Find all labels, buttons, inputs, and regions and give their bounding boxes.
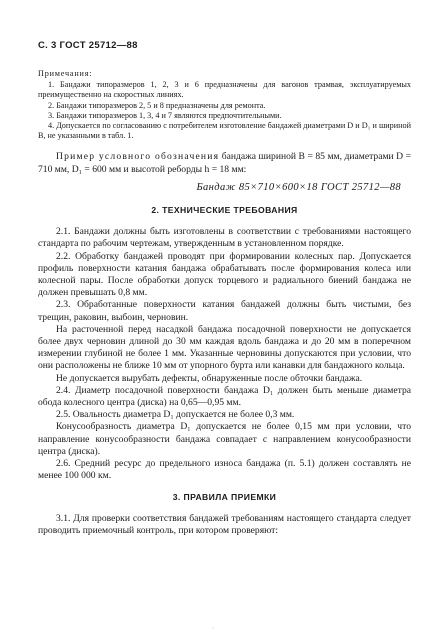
note-item: 4. Допускается по согласованию с потребителем изготовление бандажей диаметрами D и D₁ и шириной B, не указанными в табл. 1. — [38, 121, 411, 141]
note-item: 3. Бандажи типоразмеров 1, 3, 4 и 7 являются предпочтительными. — [48, 110, 282, 120]
example-paragraph — [38, 151, 411, 175]
section-2-paragraph: 2.6. Средний ресурс до предельного износа бандажа (п. 5.1) должен составлять не менее 100 000 км. — [38, 458, 411, 482]
page-mark: · — [212, 626, 214, 632]
section-2-paragraph: На расточенной перед насадкой бандажа посадочной поверхности не допускается более двух черновин длиной до 30 мм каждая вдоль бандажа и до 20 мм в поперечном измерении глубиной не более 1 мм. Указанные черновины допускаются при условии, что они расположены не ближе 10 мм от упорного бурта или канавки для бандажного кольца. — [38, 323, 411, 372]
document-body — [38, 151, 411, 537]
section-2-paragraph: 2.3. Обработанные поверхности катания бандажей должны быть чистыми, без трещин, раковин, выбоин, черновин. — [38, 299, 411, 323]
section-2-paragraph: 2.5. Овальность диаметра D₁ допускается не более 0,3 мм. — [56, 409, 295, 421]
section-2-title: 2. ТЕХНИЧЕСКИЕ ТРЕБОВАНИЯ — [151, 205, 298, 216]
section-2-paragraph: 2.2. Обработку бандажей проводят при формировании колесных пар. Допускается профиль поверхности катания бандажа обрабатывать после формирования колеса или колесной пары. После обработки допуск торцевого и радиального биений бандажа не должен превышать 0,8 мм. — [38, 250, 411, 299]
example-formula: Бандаж 85×710×600×18 ГОСТ 25712—88 — [196, 181, 401, 193]
note-item: 1. Бандажи типоразмеров 1, 2, 3 и 6 предназначены для вагонов трамвая, эксплуатируемых преимущественно на скоростных линиях. — [38, 80, 411, 100]
note-item: 2. Бандажи типоразмеров 2, 5 и 8 предназначены для ремонта. — [48, 100, 266, 110]
section-2-paragraph: 2.4. Диаметр посадочной поверхности бандажа D₁ должен быть меньше диаметра обода колесного центра (диска) на 0,65—0,95 мм. — [38, 384, 411, 409]
example-text: бандажа шириной B = 85 мм, диаметрами D = 710 мм, D₁ = 600 мм и высотой реборды h = 18 мм: — [38, 151, 411, 175]
page-header: С. 3 ГОСТ 25712—88 — [38, 40, 138, 51]
section-3-title: 3. ПРАВИЛА ПРИЕМКИ — [172, 491, 277, 502]
notes-block — [38, 69, 411, 141]
section-3-paragraph: 3.1. Для проверки соответствия бандажей требованиям настоящего стандарта следует проводить приемочный контроль, при котором проверяют: — [38, 512, 411, 536]
example-lead: Пример условного обозначения — [56, 151, 220, 163]
section-2-paragraph: 2.1. Бандажи должны быть изготовлены в соответствии с требованиями настоящего стандарта по рабочим чертежам, утвержденным в установленном порядке. — [38, 226, 411, 250]
section-2-paragraph: Не допускается вырубать дефекты, обнаруженные после обточки бандажа. — [56, 372, 363, 384]
notes-title: Примечания: — [38, 69, 93, 78]
section-2-paragraph: Конусообразность диаметра D₁ допускается не более 0,15 мм при условии, что направление конусообразности бандажа совпадает с направлением конусообразности центра (диска). — [38, 421, 411, 457]
